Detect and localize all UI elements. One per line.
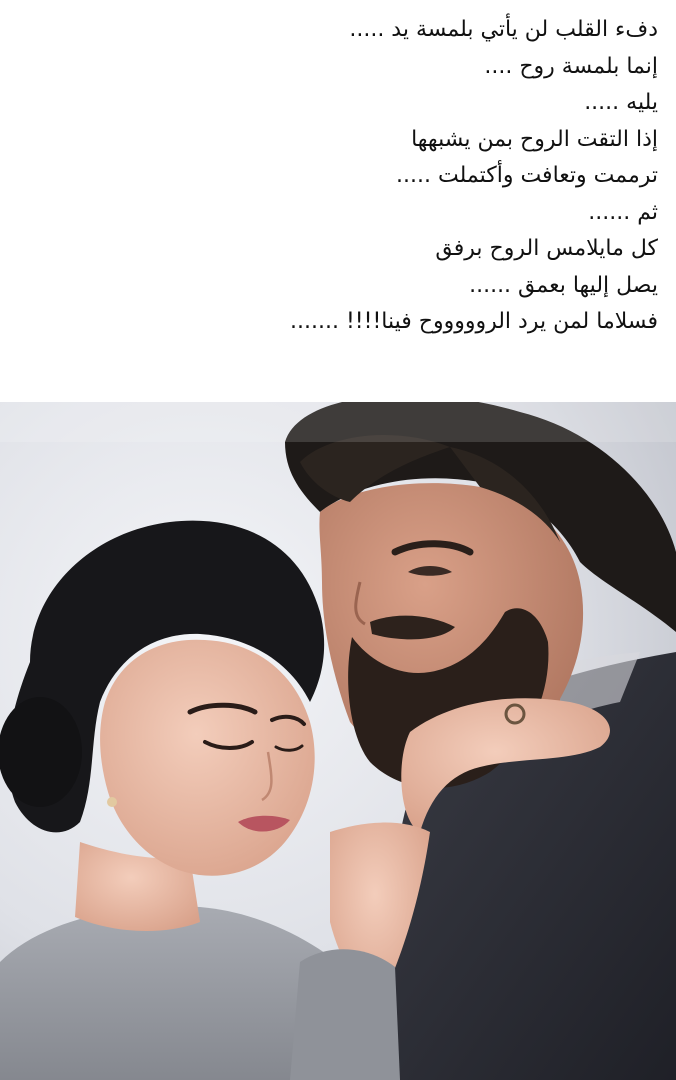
poem-line: ثم ...... xyxy=(588,199,658,225)
poem-line: يصل إليها بعمق ...... xyxy=(469,272,658,298)
poem-line: دفء القلب لن يأتي بلمسة يد ..... xyxy=(349,17,658,42)
poem-line: إنما بلمسة روح .... xyxy=(484,53,658,79)
poem-line: يليه ..... xyxy=(584,90,658,115)
poem-line: إذا التقت الروح بمن يشبهها xyxy=(411,126,658,152)
poem-text xyxy=(18,12,658,341)
poem-line: ترممت وتعافت وأكتملت ..... xyxy=(396,163,658,188)
poem-line: فسلاما لمن يرد الروووووح فينا!!!! ....... xyxy=(290,309,658,334)
poem-line: كل مايلامس الروح برفق xyxy=(435,236,658,261)
couple-photo[interactable] xyxy=(0,402,676,1080)
